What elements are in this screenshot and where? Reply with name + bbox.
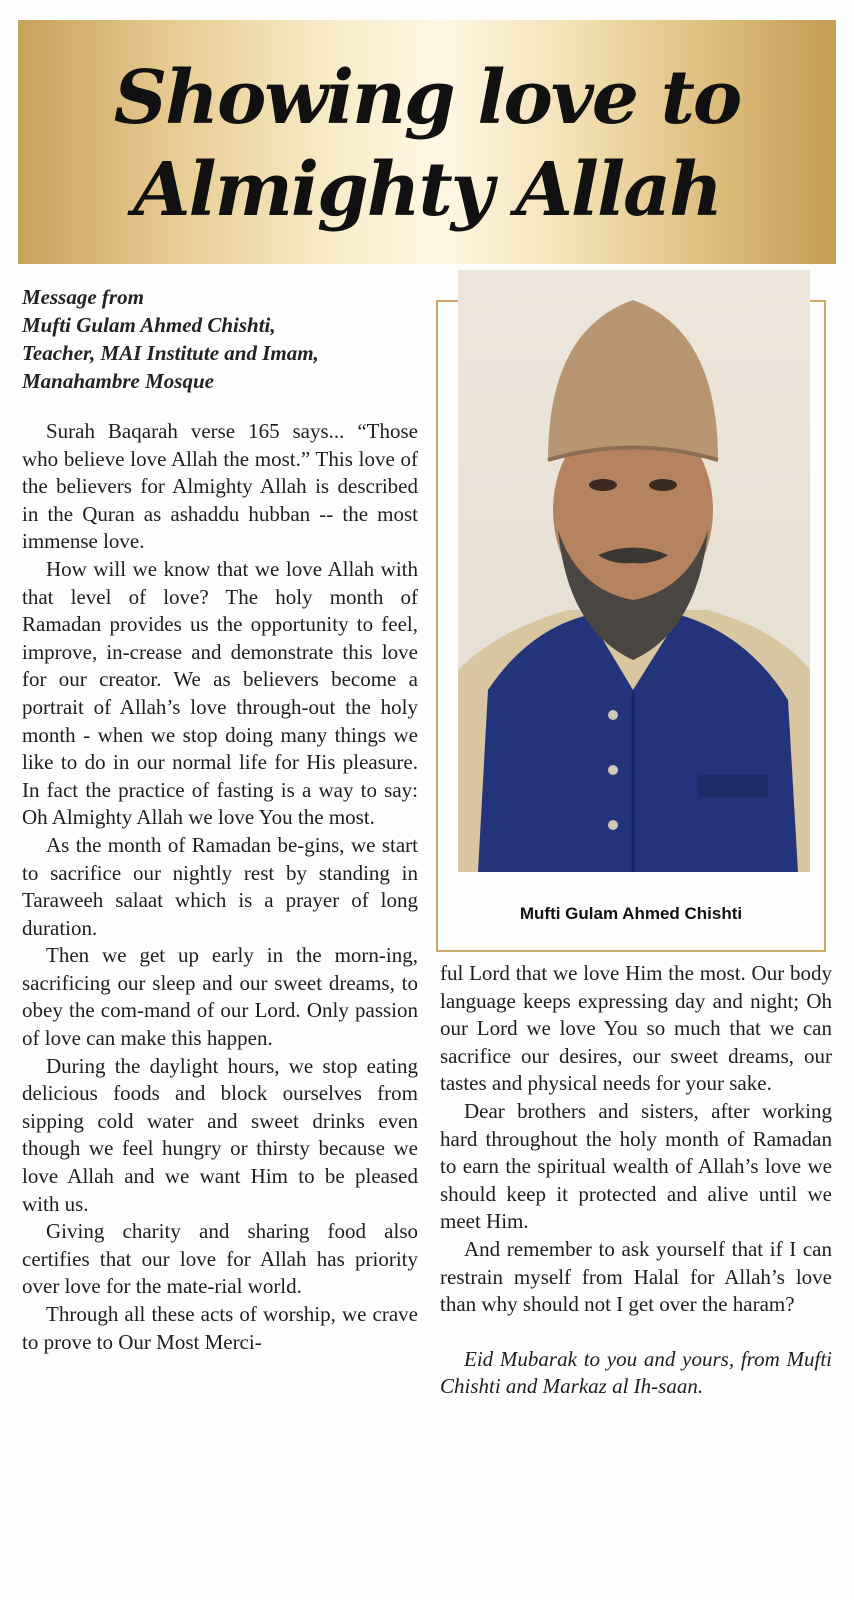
article-paragraph: And remember to ask yourself that if I can restrain myself from Halal for Allah’s love than why should not I get over the haram?: [440, 1236, 832, 1317]
byline-line: Message from: [22, 285, 144, 309]
article-paragraph: Through all these acts of worship, we crave to prove to Our Most Merci-: [22, 1302, 418, 1354]
article-paragraph: Surah Baqarah verse 165 says... “Those who believe love Allah the most.” This love of the believers for Almighty Allah is described in the Quran as ashaddu hubban -- the most immense love.: [22, 419, 418, 554]
headline-line-1: Showing love to: [113, 55, 741, 141]
article-paragraph: How will we know that we love Allah with that level of love? The holy month of Ramadan provides us the opportunity to feel, improve, in-crease and demonstrate this love for our creator. We as believers become a portrait of Allah’s love through-out the holy month - when we stop doing many things we like to do in our normal life for His pleasure. In fact the practice of fasting is a way to say: Oh Almighty Allah we love You the most.: [22, 556, 418, 830]
closing-greeting: Eid Mubarak to you and yours, from Mufti Chishti and Markaz al Ih-saan.: [440, 1346, 832, 1399]
photo-frame: [436, 300, 826, 952]
article-column-left: [22, 418, 418, 1356]
headline-banner: [18, 20, 836, 264]
article-paragraph-continuation: ful Lord that we love Him the most. Our body language keeps expressing day and night; Oh our Lord we love You so much that we can sacrifice our desires, our sweet dreams, our tastes and physical needs for your sake.: [440, 961, 832, 1096]
byline-line: Manahambre Mosque: [22, 369, 214, 393]
byline: [22, 283, 422, 395]
article-paragraph: As the month of Ramadan be-gins, we start to sacrifice our nightly rest by standing in Taraweeh salaat which is a prayer of long duration.: [22, 832, 418, 940]
article-paragraph: Giving charity and sharing food also certifies that our love for Allah has priority over love for the mate-rial world.: [22, 1219, 418, 1299]
photo-caption: Mufti Gulam Ahmed Chishti: [519, 904, 743, 923]
portrait-illustration: [458, 270, 810, 872]
article-paragraph: Then we get up early in the morn-ing, sacrificing our sleep and our sweet dreams, to obey the com-mand of our Lord. Only passion of love can make this happen.: [22, 943, 418, 1051]
headline-line-2: Almighty Allah: [133, 147, 721, 233]
byline-line: Teacher, MAI Institute and Imam,: [22, 341, 319, 365]
article-paragraph: Dear brothers and sisters, after working hard throughout the holy month of Ramadan to earn the spiritual wealth of Allah’s love we should keep it protected and alive until we meet Him.: [440, 1098, 832, 1234]
article-column-right: [440, 960, 832, 1401]
headline: [18, 52, 836, 236]
portrait-photo: [458, 270, 810, 872]
article-paragraph: During the daylight hours, we stop eating delicious foods and block ourselves from sipping cold water and sweet drinks even though we feel hungry or thirsty because we love Allah and we want Him to be pleased with us.: [22, 1053, 418, 1216]
byline-line: Mufti Gulam Ahmed Chishti,: [22, 313, 276, 337]
